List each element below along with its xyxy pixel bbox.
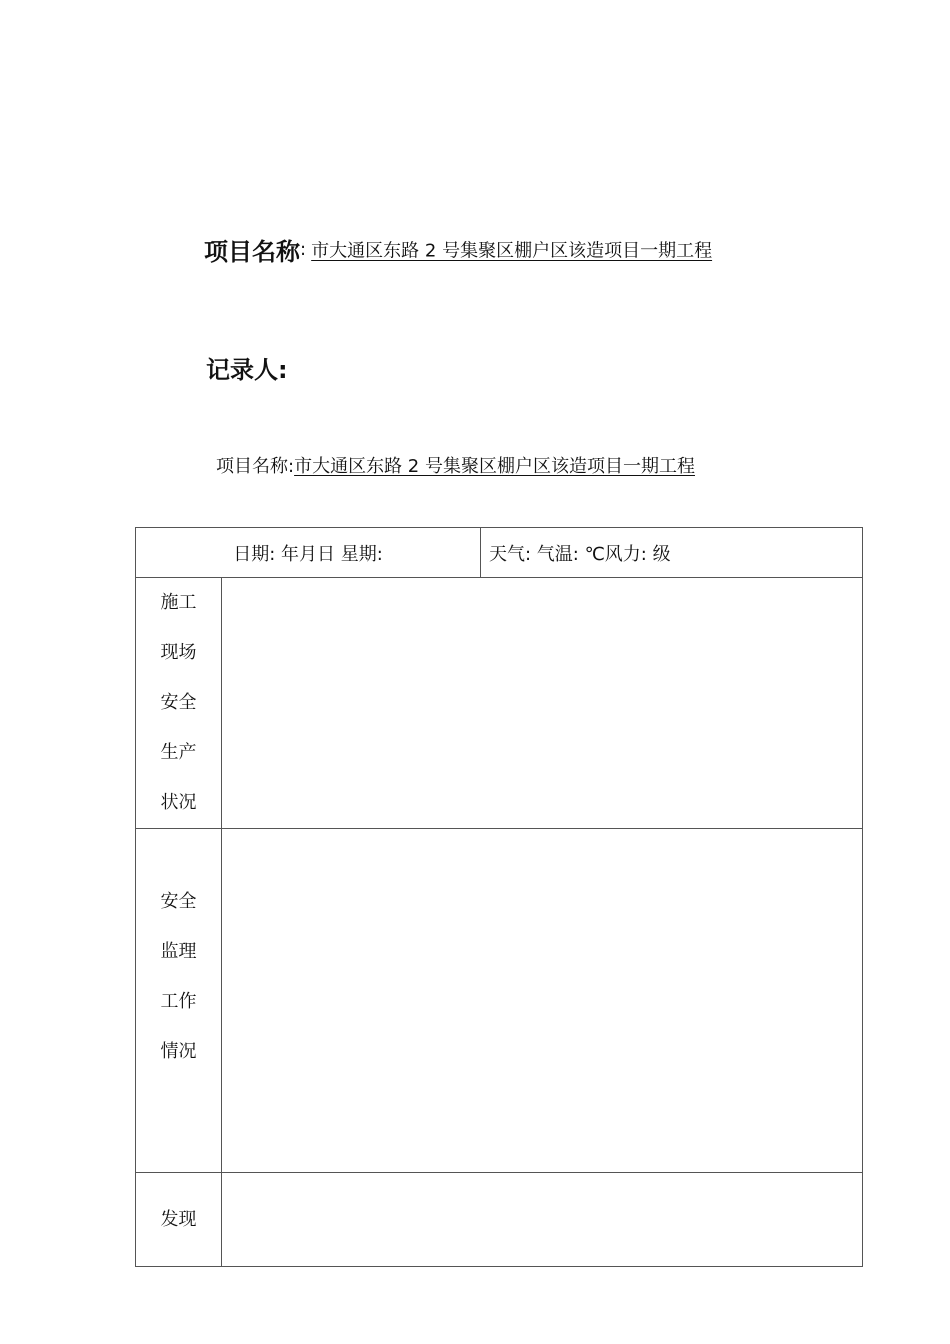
site-safety-row xyxy=(136,578,863,829)
cover-recorder-label: 记录人: xyxy=(206,356,288,384)
site-safety-label-line: 安全 xyxy=(160,692,197,713)
sub-project-label: 项目名称: xyxy=(216,456,295,477)
site-safety-content-cell[interactable] xyxy=(222,578,863,829)
site-safety-label-line: 生产 xyxy=(160,742,197,763)
sub-project-value: 市大通区东路 2 号集聚区棚户区该造项目一期工程 xyxy=(294,456,695,477)
supervision-label-line: 工作 xyxy=(160,990,197,1012)
found-issues-content-cell[interactable] xyxy=(222,1173,863,1267)
found-issues-label xyxy=(136,1173,222,1267)
site-safety-label-line: 施工 xyxy=(160,592,197,613)
sub-project-line xyxy=(216,452,695,478)
date-weather-row xyxy=(136,528,863,578)
cover-project-line xyxy=(204,232,712,267)
site-safety-label-line: 状况 xyxy=(160,792,197,813)
found-issues-label-line: 发现 xyxy=(160,1208,197,1230)
cover-project-colon: : xyxy=(300,239,307,260)
supervision-content-cell[interactable] xyxy=(222,829,863,1173)
cover-project-label: 项目名称 xyxy=(204,238,300,266)
supervision-label-line: 情况 xyxy=(160,1040,197,1062)
weather-cell: 天气: 气温: ℃风力: 级 xyxy=(481,528,863,578)
supervision-label-line: 监理 xyxy=(160,940,197,962)
cover-recorder-line xyxy=(206,350,288,385)
site-safety-label-line: 现场 xyxy=(160,642,197,663)
site-safety-label xyxy=(136,578,222,829)
supervision-label xyxy=(136,829,222,1173)
found-issues-row xyxy=(136,1173,863,1267)
cover-project-value: 市大通区东路 2 号集聚区棚户区该造项目一期工程 xyxy=(311,240,713,262)
supervision-label-line: 安全 xyxy=(160,890,197,912)
daily-log-table xyxy=(135,527,863,1267)
date-cell: 日期: 年月日 星期: xyxy=(136,528,481,578)
supervision-row xyxy=(136,829,863,1173)
